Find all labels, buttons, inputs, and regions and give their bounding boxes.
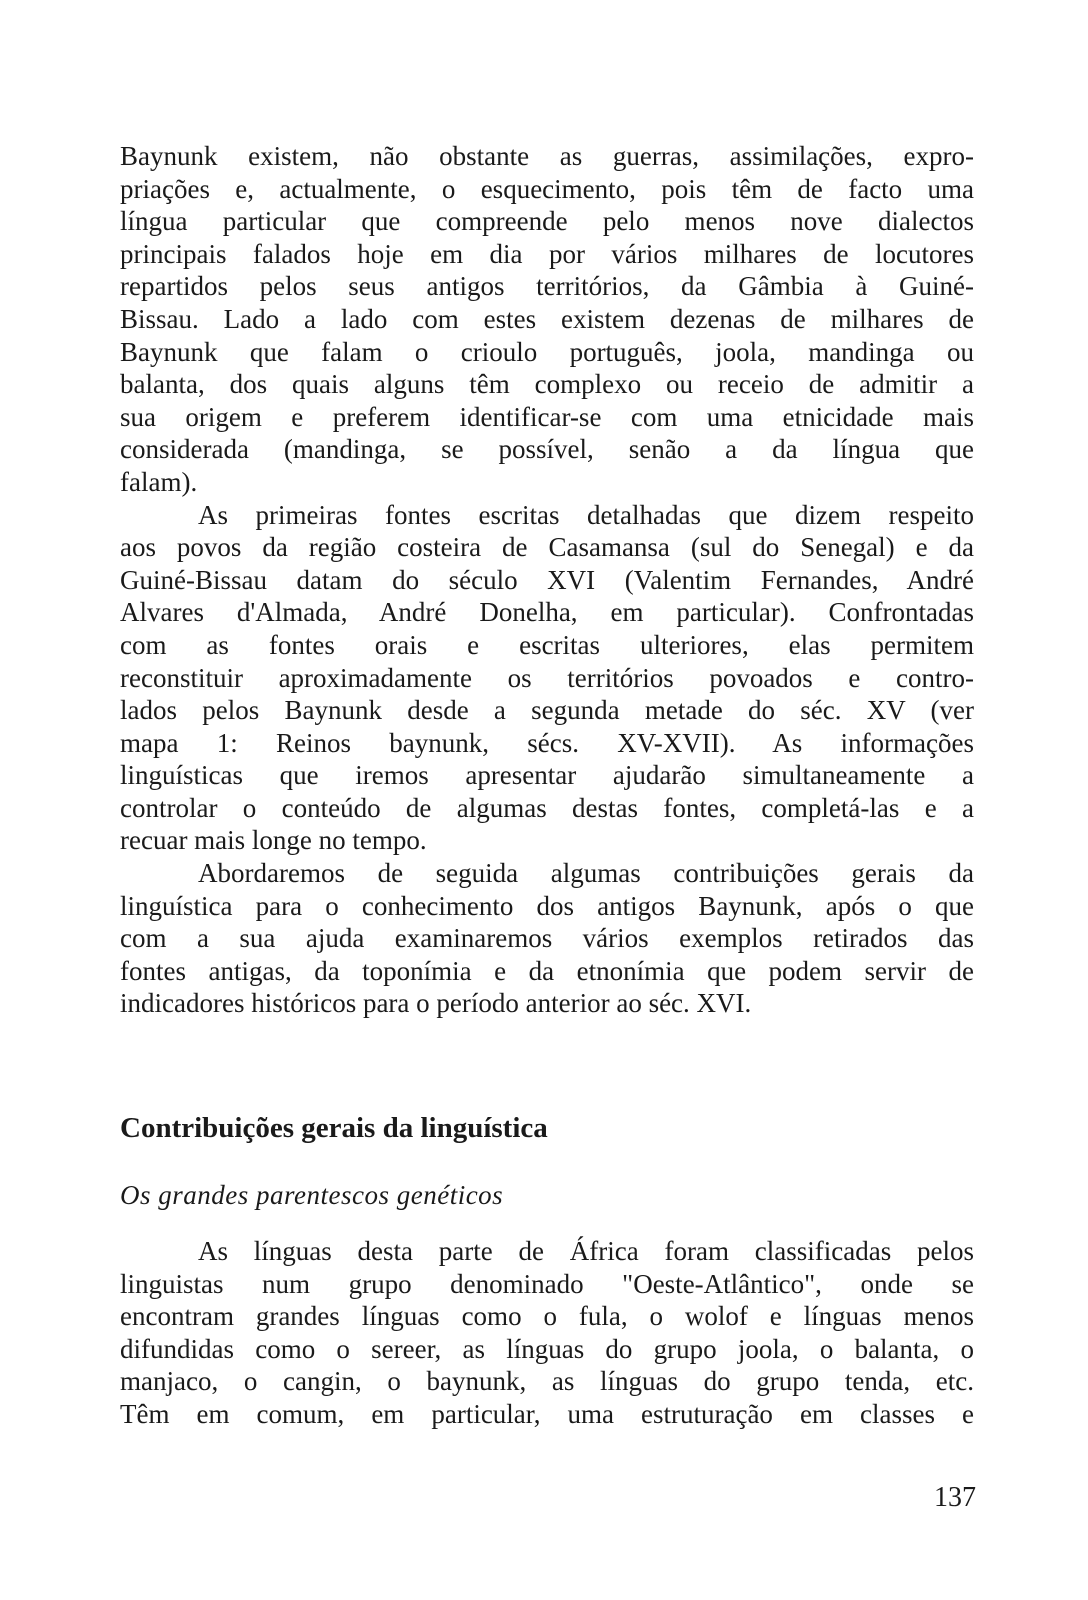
- text-line: difundidas como o sereer, as línguas do grupo joola, o balanta, o: [120, 1333, 974, 1364]
- text-line: principais falados hoje em dia por vários milhares de locutores: [120, 238, 974, 269]
- text-line: lados pelos Baynunk desde a segunda metade do séc. XV (ver: [120, 695, 974, 726]
- body-text: [120, 140, 974, 1020]
- text-line: manjaco, o cangin, o baynunk, as línguas do grupo tenda, etc.: [120, 1366, 974, 1397]
- subsection-heading: Os grandes parentescos genéticos: [120, 1180, 504, 1210]
- text-line: falam).: [120, 466, 198, 497]
- text-line: com as fontes orais e escritas ulteriores, elas permitem: [120, 629, 974, 660]
- text-line: Baynunk existem, não obstante as guerras, assimilações, expro-: [120, 141, 974, 171]
- text-line: controlar o conteúdo de algumas destas fontes, completá-las e a: [120, 792, 974, 823]
- section-paragraph: [120, 1235, 974, 1431]
- text-line: linguistas num grupo denominado "Oeste-Atlântico", onde se: [120, 1268, 974, 1299]
- text-line: fontes antigas, da toponímia e da etnonímia que podem servir de: [120, 955, 974, 986]
- text-line: linguística para o conhecimento dos antigos Baynunk, após o que: [120, 890, 974, 921]
- text-line: encontram grandes línguas como o fula, o wolof e línguas menos: [120, 1301, 974, 1332]
- text-line: balanta, dos quais alguns têm complexo ou receio de admitir a: [120, 369, 974, 400]
- text-line: Abordaremos de seguida algumas contribuições gerais da: [198, 858, 974, 889]
- text-line: priações e, actualmente, o esquecimento, pois têm de facto uma: [120, 173, 974, 204]
- text-line: repartidos pelos seus antigos territórios, da Gâmbia à Guiné-: [120, 271, 974, 302]
- text-line: recuar mais longe no tempo.: [120, 825, 427, 856]
- text-line: aos povos da região costeira de Casamansa (sul do Senegal) e da: [120, 532, 974, 563]
- text-line: Alvares d'Almada, André Donelha, em particular). Confrontadas: [120, 597, 974, 628]
- text-line: considerada (mandinga, se possível, senão a da língua que: [120, 434, 974, 465]
- page-number: 137: [934, 1482, 976, 1513]
- text-line: língua particular que compreende pelo menos nove dialectos: [120, 206, 974, 237]
- text-line: mapa 1: Reinos baynunk, sécs. XV-XVII). As informações: [120, 727, 974, 758]
- text-line: com a sua ajuda examinaremos vários exemplos retirados das: [120, 923, 974, 954]
- text-line: Guiné-Bissau datam do século XVI (Valentim Fernandes, André: [120, 564, 974, 595]
- text-line: Têm em comum, em particular, uma estruturação em classes e: [120, 1398, 974, 1429]
- text-line: reconstituir aproximadamente os territórios povoados e contro-: [120, 662, 974, 693]
- text-line: As primeiras fontes escritas detalhadas que dizem respeito: [198, 499, 974, 530]
- text-line: Bissau. Lado a lado com estes existem dezenas de milhares de: [120, 303, 974, 334]
- text-line: indicadores históricos para o período anterior ao séc. XVI.: [120, 988, 752, 1019]
- text-line: Baynunk que falam o crioulo português, joola, mandinga ou: [120, 336, 974, 367]
- text-line: sua origem e preferem identificar-se com uma etnicidade mais: [120, 401, 974, 432]
- text-line: linguísticas que iremos apresentar ajudarão simultaneamente a: [120, 760, 974, 791]
- section-heading: Contribuições gerais da linguística: [120, 1112, 548, 1144]
- text-line: As línguas desta parte de África foram classificadas pelos: [198, 1236, 974, 1266]
